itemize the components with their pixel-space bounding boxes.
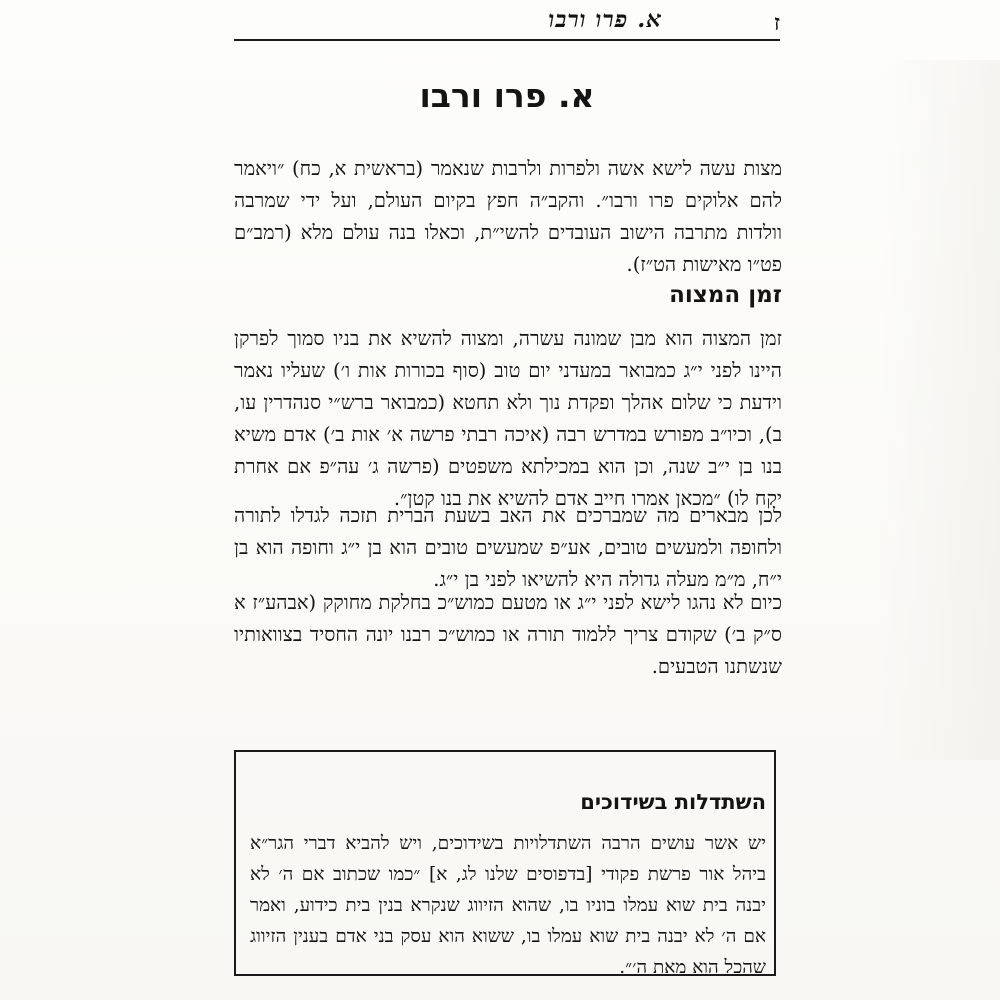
chapter-title: א. פרו ורבו bbox=[419, 76, 595, 115]
time-paragraph-3: כיום לא נהגו לישא לפני י״ג או מטעם כמוש״כ בחלקת מחוקק (אבהע״ז א ס״ק ב׳) שקודם צריך ללמוד תורה או כמוש״כ רבנו יונה החסיד בצוואותיו שנשתנו הטבעים. bbox=[234, 591, 782, 678]
time-paragraph-1: זמן המצוה הוא מבן שמונה עשרה, ומצוה להשיא את בניו סמוך לפרקן היינו לפני י״ג כמבואר במעדני יום טוב (סוף בכורות אות ו׳) שעליו נאמר וידעת כי שלום אהלך ופקדת נוך ולא תחטא (כמבואר ברש״י סנהדרין עו, ב), וכיו״ב מפורש במדרש רבה (איכה רבתי פרשה א׳ אות ב׳) אדם משיא בנו בן י״ב שנה, וכן הוא במכילתא משפטים (פרשה ג׳ עה״פ אם אחרת יקח לו) ״מכאן אמרו חייב אדם להשיא את בנו קטן״. bbox=[234, 327, 782, 510]
running-title: א. פרו ורבו bbox=[548, 6, 662, 33]
time-paragraph-2: לכן מבארים מה שמברכים את האב בשעת הברית תזכה לגדלו לתורה ולחופה ולמעשים טובים, אע״פ שמעשים טובים הוא בן י״ג וחופה הוא בן י״ח, מ״מ מעלה גדולה היא להשיאו לפני בן י״ג. bbox=[234, 504, 782, 591]
page-header bbox=[234, 6, 780, 40]
section-heading-time: זמן המצוה bbox=[669, 282, 782, 308]
header-rule bbox=[234, 39, 780, 41]
box-heading: השתדלות בשידוכים bbox=[580, 790, 766, 814]
page-number: ז bbox=[773, 10, 780, 36]
box-paragraph: יש אשר עושים הרבה השתדלויות בשידוכים, ויש להביא דברי הגר״א ביהל אור פרשת פקודי [בדפוסים שלנו לג, א] ״כמו שכתוב אם ה׳ לא יבנה בית שוא עמלו בוניו בו, שהוא הזיווג שנקרא בנין בית כידוע, ואמר אם ה׳ לא יבנה בית שוא עמלו בו, ששוא הוא עסק בני אדם בענין הזיווג שהכל הוא מאת ה׳״. bbox=[250, 833, 766, 978]
page-edge-shadow bbox=[880, 60, 1000, 760]
intro-paragraph: מצות עשה לישא אשה ולפרות ולרבות שנאמר (בראשית א, כח) ״ויאמר להם אלוקים פרו ורבו״. והקב״ה חפץ בקיום העולם, ועל ידי שמרבה וולדות מתרבה הישוב העובדים להשי״ת, וכאלו בנה עולם מלא (רמב״ם פט״ו מאישות הט״ז). bbox=[234, 157, 782, 276]
